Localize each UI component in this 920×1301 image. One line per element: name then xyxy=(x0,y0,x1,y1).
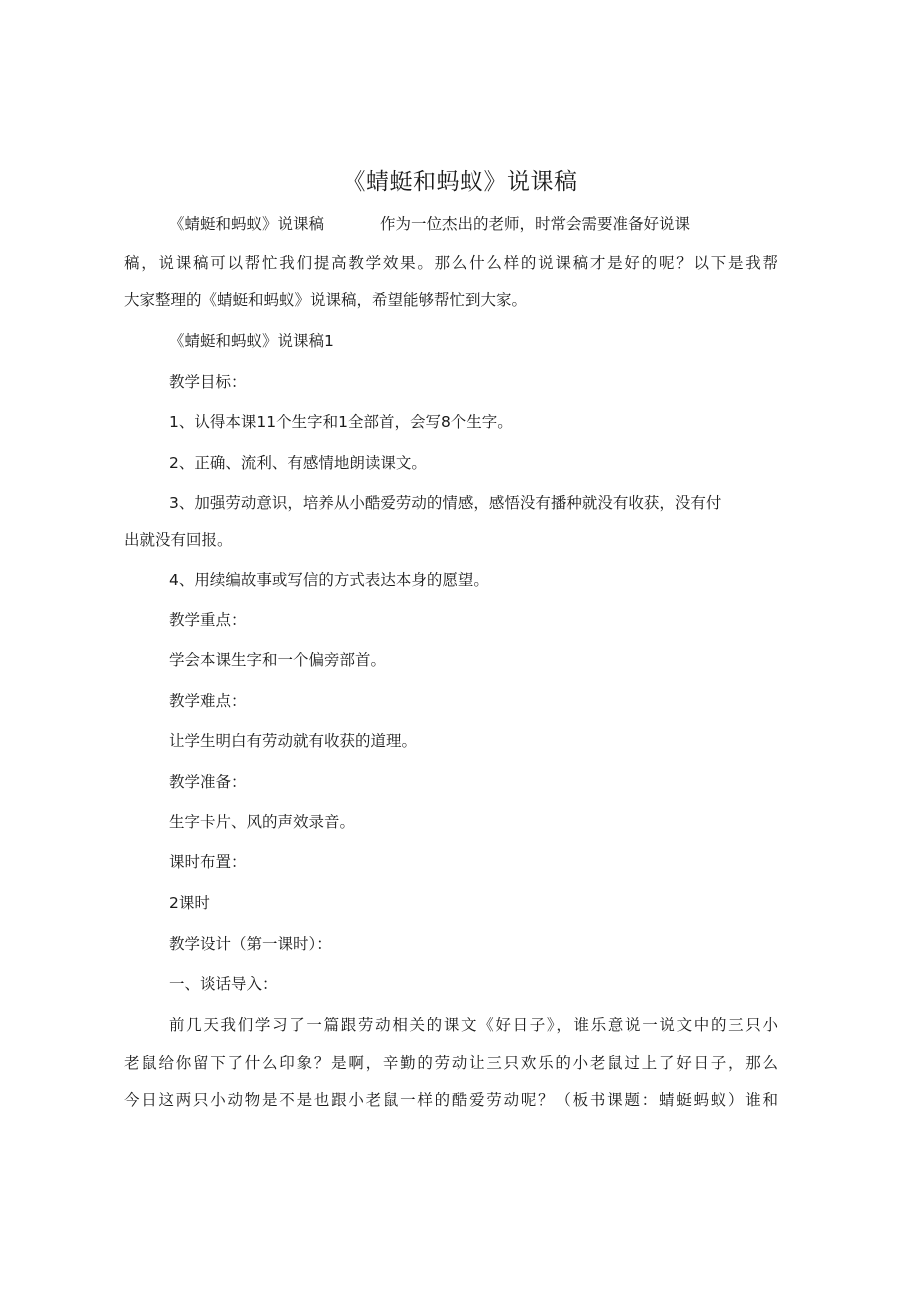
part1-line-1: 前几天我们学习了一篇跟劳动相关的课文《好日子》，谁乐意说一说文中的三只小 xyxy=(169,1016,778,1034)
design-label: 教学设计（第一课时）： xyxy=(169,935,332,953)
difficulty-label: 教学难点： xyxy=(169,692,247,710)
goal-item-4: 4、用续编故事或写信的方式表达本身的愿望。 xyxy=(169,571,489,589)
goal-item-2: 2、正确、流利、有感情地朗读课文。 xyxy=(169,454,427,472)
schedule-label: 课时布置： xyxy=(169,853,247,871)
section-heading: 《蜻蜓和蚂蚁》说课稿1 xyxy=(169,332,334,350)
goal-item-1: 1、认得本课11个生字和1全部首，会写8个生字。 xyxy=(169,413,513,431)
intro-line-2: 稿，说课稿可以帮忙我们提高教学效果。那么什么样的说课稿才是好的呢？以下是我帮 xyxy=(124,254,778,272)
part1-label: 一、谈话导入： xyxy=(169,975,278,993)
schedule-text: 2课时 xyxy=(169,894,210,912)
prep-text: 生字卡片、风的声效录音。 xyxy=(169,813,356,831)
goals-label: 教学目标： xyxy=(169,373,247,391)
intro-text: 作为一位杰出的老师，时常会需要准备好说课 xyxy=(380,215,691,233)
key-text: 学会本课生字和一个偏旁部首。 xyxy=(169,651,387,669)
goal-item-3-cont: 出就没有回报。 xyxy=(124,531,233,549)
prep-label: 教学准备： xyxy=(169,773,247,791)
intro-title-ref: 《蜻蜓和蚂蚁》说课稿 xyxy=(169,215,325,233)
part1-line-3: 今日这两只小动物是不是也跟小老鼠一样的酷爱劳动呢？（板书课题：蜻蜓蚂蚁）谁和 xyxy=(124,1091,778,1109)
intro-line-3: 大家整理的《蜻蜓和蚂蚁》说课稿，希望能够帮忙到大家。 xyxy=(124,291,528,309)
key-label: 教学重点： xyxy=(169,611,247,629)
part1-line-2: 老鼠给你留下了什么印象？是啊，辛勤的劳动让三只欢乐的小老鼠过上了好日子，那么 xyxy=(124,1054,778,1072)
page-title: 《蜻蜓和蚂蚁》说课稿 xyxy=(342,169,578,195)
goal-item-3: 3、加强劳动意识，培养从小酷爱劳动的情感，感悟没有播种就没有收获，没有付 xyxy=(169,494,722,512)
difficulty-text: 让学生明白有劳动就有收获的道理。 xyxy=(169,732,418,750)
intro-line-1 xyxy=(169,213,690,235)
